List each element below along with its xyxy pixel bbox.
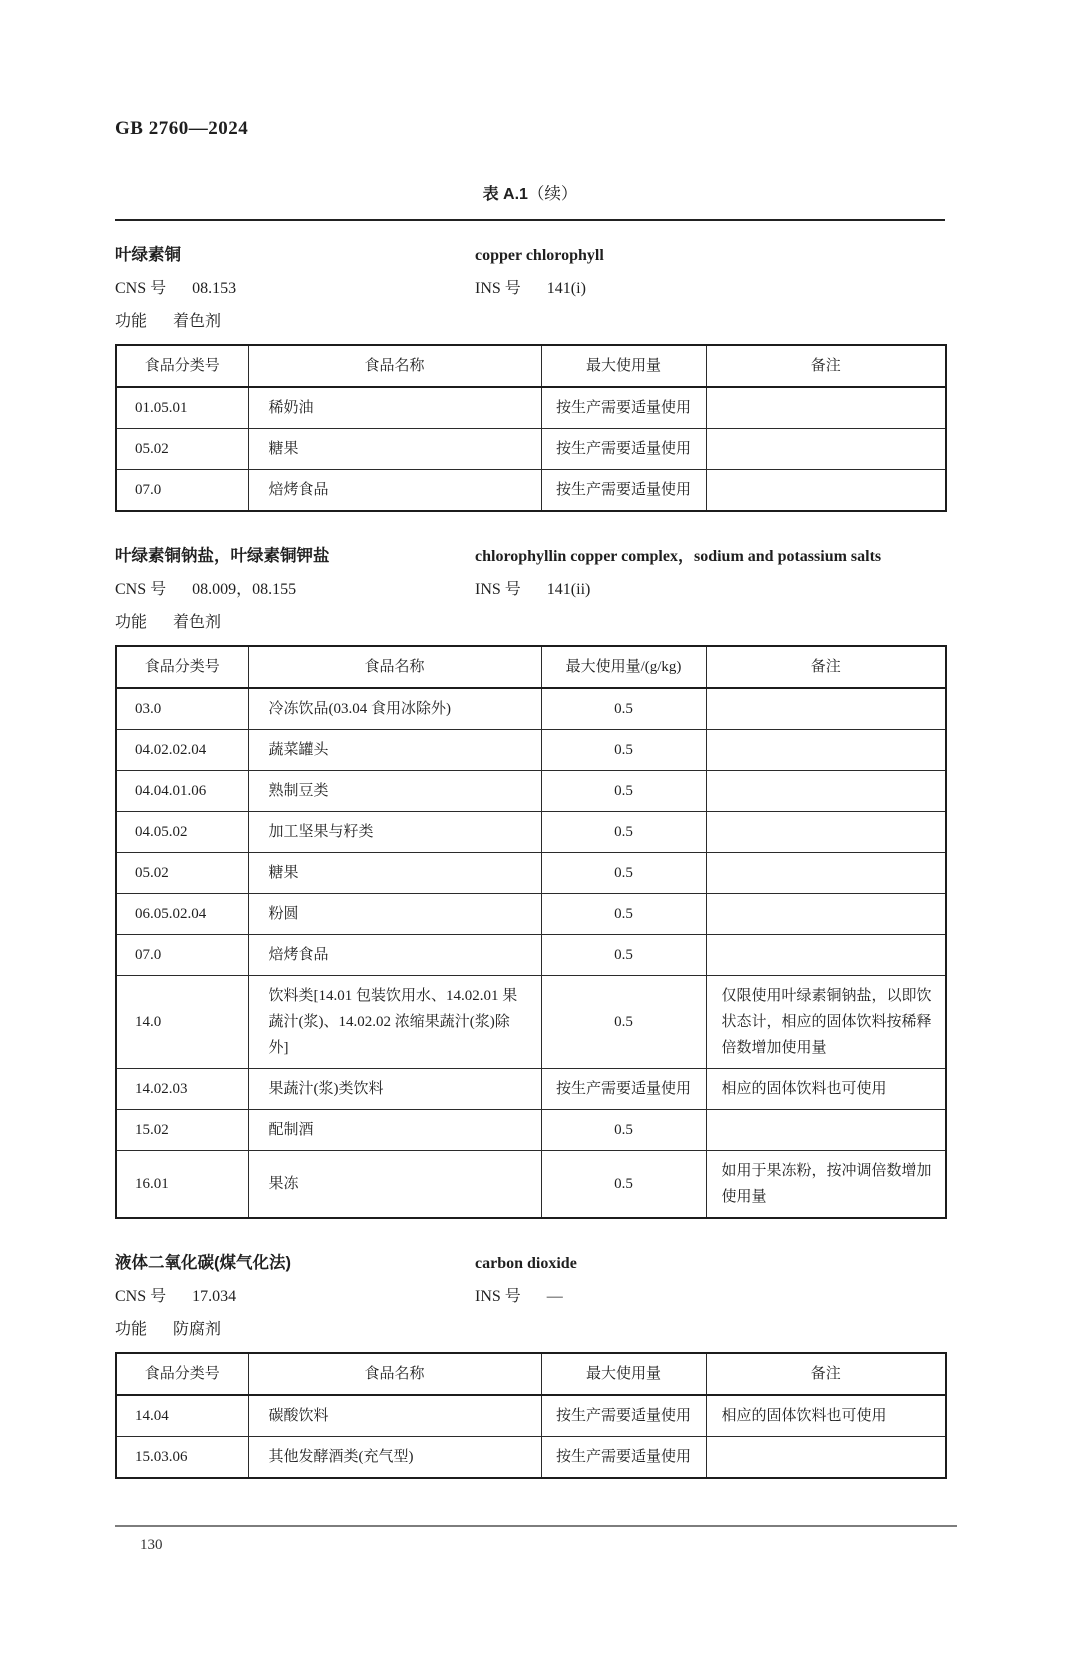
column-header: 最大使用量/(g/kg) bbox=[541, 646, 706, 688]
food-category-code: 03.0 bbox=[116, 688, 248, 730]
table-title-main: 表 A.1 bbox=[482, 186, 528, 203]
cns-value: 08.153 bbox=[192, 280, 237, 297]
function-value: 着色剂 bbox=[173, 614, 222, 631]
cns-value: 08.009，08.155 bbox=[192, 581, 297, 598]
standard-number: GB 2760—2024 bbox=[115, 118, 249, 139]
ins-value: 141(ii) bbox=[546, 581, 591, 598]
remark bbox=[706, 730, 946, 771]
function-value: 着色剂 bbox=[173, 313, 222, 330]
cns-value: 17.034 bbox=[192, 1288, 237, 1305]
food-category-code: 15.02 bbox=[116, 1110, 248, 1151]
function-label: 功能 bbox=[115, 313, 148, 330]
column-header: 食品分类号 bbox=[116, 1353, 248, 1395]
cns-label: CNS 号 bbox=[115, 280, 167, 297]
additive-name-en: carbon dioxide bbox=[475, 1255, 577, 1272]
food-category-code: 14.0 bbox=[116, 976, 248, 1069]
food-name: 其他发酵酒类(充气型) bbox=[248, 1437, 541, 1479]
food-name: 果冻 bbox=[248, 1151, 541, 1219]
footer-divider bbox=[115, 1525, 957, 1527]
function-label: 功能 bbox=[115, 614, 148, 631]
food-category-code: 04.04.01.06 bbox=[116, 771, 248, 812]
max-usage: 0.5 bbox=[541, 1110, 706, 1151]
food-name: 加工坚果与籽类 bbox=[248, 812, 541, 853]
table-row bbox=[116, 1151, 946, 1219]
food-category-code: 14.04 bbox=[116, 1395, 248, 1437]
table-header-row bbox=[116, 345, 946, 387]
table-row bbox=[116, 1395, 946, 1437]
sections-container bbox=[115, 241, 945, 1479]
food-name: 配制酒 bbox=[248, 1110, 541, 1151]
cns-line bbox=[115, 275, 475, 298]
ins-line bbox=[475, 576, 945, 599]
remark bbox=[706, 812, 946, 853]
column-header: 食品名称 bbox=[248, 1353, 541, 1395]
additive-section bbox=[115, 542, 945, 1219]
ins-label: INS 号 bbox=[475, 581, 521, 598]
table-row bbox=[116, 429, 946, 470]
food-name: 蔬菜罐头 bbox=[248, 730, 541, 771]
max-usage: 0.5 bbox=[541, 771, 706, 812]
table-row bbox=[116, 730, 946, 771]
remark bbox=[706, 853, 946, 894]
max-usage: 0.5 bbox=[541, 976, 706, 1069]
food-category-code: 04.05.02 bbox=[116, 812, 248, 853]
ins-value: — bbox=[546, 1288, 563, 1305]
table-row bbox=[116, 935, 946, 976]
column-header: 食品名称 bbox=[248, 345, 541, 387]
cns-line bbox=[115, 576, 475, 599]
food-category-code: 07.0 bbox=[116, 935, 248, 976]
column-header: 最大使用量 bbox=[541, 1353, 706, 1395]
max-usage: 0.5 bbox=[541, 688, 706, 730]
additive-section bbox=[115, 241, 945, 512]
additive-name-en: chlorophyllin copper complex，sodium and potassium salts bbox=[475, 548, 882, 565]
food-name: 焙烤食品 bbox=[248, 470, 541, 512]
table-row bbox=[116, 1437, 946, 1479]
food-name: 糖果 bbox=[248, 853, 541, 894]
food-name: 糖果 bbox=[248, 429, 541, 470]
food-category-code: 04.02.02.04 bbox=[116, 730, 248, 771]
max-usage: 按生产需要适量使用 bbox=[541, 1069, 706, 1110]
remark: 如用于果冻粉，按冲调倍数增加使用量 bbox=[706, 1151, 946, 1219]
max-usage: 0.5 bbox=[541, 894, 706, 935]
title-divider bbox=[115, 219, 945, 221]
food-name: 饮料类[14.01 包装饮用水、14.02.01 果蔬汁(浆)、14.02.02 浓缩果蔬汁(浆)除外] bbox=[248, 976, 541, 1069]
max-usage: 0.5 bbox=[541, 1151, 706, 1219]
remark bbox=[706, 387, 946, 429]
additive-name-zh: 叶绿素铜钠盐，叶绿素铜钾盐 bbox=[115, 547, 330, 565]
cns-label: CNS 号 bbox=[115, 581, 167, 598]
food-name: 焙烤食品 bbox=[248, 935, 541, 976]
table-row bbox=[116, 688, 946, 730]
ins-value: 141(i) bbox=[546, 280, 586, 297]
ins-line bbox=[475, 275, 945, 298]
function-line bbox=[115, 1316, 945, 1339]
food-name: 稀奶油 bbox=[248, 387, 541, 429]
table-header-row bbox=[116, 1353, 946, 1395]
max-usage: 按生产需要适量使用 bbox=[541, 1395, 706, 1437]
function-line bbox=[115, 609, 945, 632]
additive-name-zh: 液体二氧化碳(煤气化法) bbox=[115, 1254, 291, 1272]
ins-label: INS 号 bbox=[475, 1288, 521, 1305]
column-header: 备注 bbox=[706, 646, 946, 688]
table-row bbox=[116, 1069, 946, 1110]
remark bbox=[706, 1437, 946, 1479]
food-category-code: 14.02.03 bbox=[116, 1069, 248, 1110]
food-name: 碳酸饮料 bbox=[248, 1395, 541, 1437]
food-category-code: 01.05.01 bbox=[116, 387, 248, 429]
max-usage: 按生产需要适量使用 bbox=[541, 1437, 706, 1479]
remark bbox=[706, 429, 946, 470]
page-number: 130 bbox=[140, 1537, 163, 1553]
remark: 相应的固体饮料也可使用 bbox=[706, 1395, 946, 1437]
column-header: 食品名称 bbox=[248, 646, 541, 688]
remark bbox=[706, 935, 946, 976]
function-value: 防腐剂 bbox=[173, 1321, 222, 1338]
food-category-code: 16.01 bbox=[116, 1151, 248, 1219]
function-line bbox=[115, 308, 945, 331]
max-usage: 按生产需要适量使用 bbox=[541, 387, 706, 429]
food-name: 果蔬汁(浆)类饮料 bbox=[248, 1069, 541, 1110]
max-usage: 按生产需要适量使用 bbox=[541, 429, 706, 470]
max-usage: 0.5 bbox=[541, 853, 706, 894]
max-usage: 0.5 bbox=[541, 935, 706, 976]
additive-name-zh: 叶绿素铜 bbox=[115, 246, 181, 264]
food-additive-table bbox=[115, 344, 947, 512]
food-category-code: 15.03.06 bbox=[116, 1437, 248, 1479]
food-additive-table bbox=[115, 1352, 947, 1479]
table-row bbox=[116, 470, 946, 512]
function-label: 功能 bbox=[115, 1321, 148, 1338]
column-header: 备注 bbox=[706, 1353, 946, 1395]
table-title-suffix: （续） bbox=[527, 184, 578, 203]
table-row bbox=[116, 812, 946, 853]
column-header: 备注 bbox=[706, 345, 946, 387]
table-row bbox=[116, 771, 946, 812]
food-category-code: 05.02 bbox=[116, 429, 248, 470]
table-row bbox=[116, 1110, 946, 1151]
cns-line bbox=[115, 1283, 475, 1306]
column-header: 食品分类号 bbox=[116, 345, 248, 387]
ins-line bbox=[475, 1283, 945, 1306]
additive-section bbox=[115, 1249, 945, 1479]
remark: 相应的固体饮料也可使用 bbox=[706, 1069, 946, 1110]
remark bbox=[706, 688, 946, 730]
remark: 仅限使用叶绿素铜钠盐，以即饮状态计，相应的固体饮料按稀释倍数增加使用量 bbox=[706, 976, 946, 1069]
food-additive-table bbox=[115, 645, 947, 1219]
table-row bbox=[116, 853, 946, 894]
food-category-code: 06.05.02.04 bbox=[116, 894, 248, 935]
max-usage: 按生产需要适量使用 bbox=[541, 470, 706, 512]
cns-label: CNS 号 bbox=[115, 1288, 167, 1305]
table-row bbox=[116, 894, 946, 935]
remark bbox=[706, 771, 946, 812]
food-name: 熟制豆类 bbox=[248, 771, 541, 812]
remark bbox=[706, 470, 946, 512]
remark bbox=[706, 1110, 946, 1151]
column-header: 最大使用量 bbox=[541, 345, 706, 387]
food-category-code: 07.0 bbox=[116, 470, 248, 512]
max-usage: 0.5 bbox=[541, 812, 706, 853]
table-row bbox=[116, 387, 946, 429]
table-row bbox=[116, 976, 946, 1069]
food-category-code: 05.02 bbox=[116, 853, 248, 894]
table-header-row bbox=[116, 646, 946, 688]
max-usage: 0.5 bbox=[541, 730, 706, 771]
ins-label: INS 号 bbox=[475, 280, 521, 297]
remark bbox=[706, 894, 946, 935]
food-name: 冷冻饮品(03.04 食用冰除外) bbox=[248, 688, 541, 730]
table-title bbox=[115, 180, 945, 204]
column-header: 食品分类号 bbox=[116, 646, 248, 688]
food-name: 粉圆 bbox=[248, 894, 541, 935]
additive-name-en: copper chlorophyll bbox=[475, 247, 604, 264]
